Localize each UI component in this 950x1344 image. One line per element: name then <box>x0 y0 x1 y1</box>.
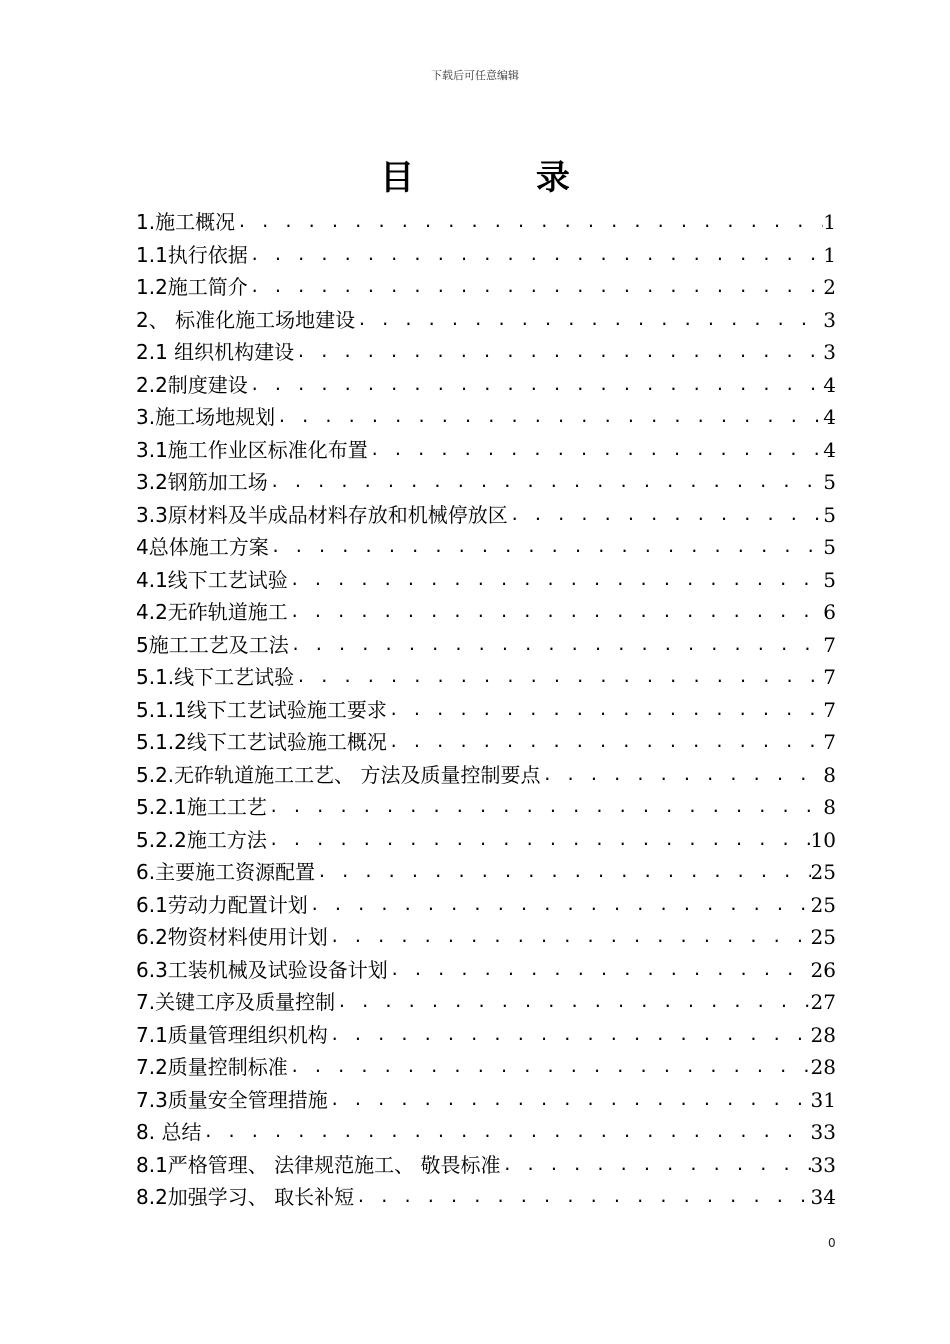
toc-entry-label: 6.主要施工资源配置 <box>136 860 316 884</box>
toc-entry-label: 7.2质量控制标准 <box>136 1055 288 1079</box>
toc-entry-label: 5.1.线下工艺试验 <box>136 665 295 689</box>
toc-entry-label: 6.1劳动力配置计划 <box>136 892 308 917</box>
toc-entry[interactable] <box>136 336 836 369</box>
toc-entry-label: 1.2施工简介 <box>136 275 248 299</box>
toc-entry-page: 1 <box>823 242 836 267</box>
toc-entry-page: 2 <box>823 275 836 299</box>
toc-dot-leader <box>387 694 823 727</box>
toc-entry-label: 7.3质量安全管理措施 <box>136 1087 328 1112</box>
toc-entry[interactable] <box>136 986 836 1019</box>
toc-dot-leader <box>328 921 811 954</box>
toc-entry-label: 3.2钢筋加工场 <box>136 470 268 494</box>
toc-entry[interactable] <box>136 824 836 857</box>
toc-entry-page: 7 <box>823 697 836 722</box>
toc-entry-label: 2.1 组织机构建设 <box>136 340 295 364</box>
toc-entry-page: 4 <box>823 437 836 462</box>
toc-entry-page: 7 <box>823 730 836 754</box>
toc-entry-page: 5 <box>823 470 836 494</box>
toc-dot-leader <box>508 499 823 532</box>
toc-entry-label: 6.2物资材料使用计划 <box>136 925 328 949</box>
toc-entry[interactable] <box>136 304 836 337</box>
toc-entry[interactable] <box>136 889 836 922</box>
toc-entry[interactable] <box>136 759 836 792</box>
toc-dot-leader <box>289 629 824 662</box>
toc-entry[interactable] <box>136 499 836 532</box>
toc-entry[interactable] <box>136 401 836 434</box>
toc-entry-label: 8. 总结 <box>136 1120 202 1144</box>
toc-dot-leader <box>248 239 823 272</box>
toc-entry-page: 8 <box>823 795 836 819</box>
toc-entry-page: 4 <box>823 372 836 397</box>
toc-entry[interactable] <box>136 531 836 564</box>
toc-entry-label: 5.1.1线下工艺试验施工要求 <box>136 697 387 722</box>
toc-entry-page: 31 <box>810 1087 836 1112</box>
toc-entry-page: 1 <box>823 210 836 234</box>
page-title: 目 录 <box>380 158 625 198</box>
toc-entry-label: 7.1质量管理组织机构 <box>136 1022 328 1047</box>
toc-entry-label: 1.施工概况 <box>136 210 236 234</box>
toc-entry-label: 2、 标准化施工场地建设 <box>136 307 356 332</box>
toc-entry-label: 5.1.2线下工艺试验施工概况 <box>136 730 387 754</box>
toc-entry-label: 4.2无砟轨道施工 <box>136 600 288 624</box>
toc-entry-label: 5施工工艺及工法 <box>136 632 289 657</box>
toc-dot-leader <box>308 889 811 922</box>
toc-entry[interactable] <box>136 271 836 304</box>
toc-dot-leader <box>288 564 823 597</box>
toc-dot-leader <box>328 1084 811 1117</box>
toc-entry-label: 8.1严格管理、 法律规范施工、 敬畏标准 <box>136 1152 501 1177</box>
toc-entry[interactable] <box>136 1116 836 1149</box>
toc-dot-leader <box>201 1116 810 1149</box>
toc-entry-page: 33 <box>810 1120 836 1144</box>
toc-entry-label: 4.1线下工艺试验 <box>136 567 288 592</box>
toc-entry-page: 6 <box>823 600 836 624</box>
toc-entry[interactable] <box>136 856 836 889</box>
toc-entry-page: 27 <box>810 990 836 1014</box>
toc-dot-leader <box>501 1149 811 1182</box>
toc-entry-label: 5.2.1施工工艺 <box>136 795 267 819</box>
toc-dot-leader <box>248 271 823 304</box>
toc-dot-leader <box>355 304 823 337</box>
toc-entry[interactable] <box>136 1051 836 1084</box>
toc-dot-leader <box>275 401 823 434</box>
toc-dot-leader <box>368 434 823 467</box>
toc-entry-label: 3.1施工作业区标准化布置 <box>136 437 368 462</box>
toc-dot-leader <box>541 759 824 792</box>
toc-dot-leader <box>335 986 810 1019</box>
toc-entry-page: 5 <box>823 502 836 527</box>
toc-entry-page: 33 <box>810 1152 836 1177</box>
toc-entry[interactable] <box>136 629 836 662</box>
toc-entry[interactable] <box>136 791 836 824</box>
toc-entry-label: 3.施工场地规划 <box>136 405 276 429</box>
toc-dot-leader <box>388 954 811 987</box>
toc-dot-leader <box>354 1181 810 1214</box>
toc-dot-leader <box>328 1019 811 1052</box>
toc-entry-page: 7 <box>823 632 836 657</box>
toc-entry[interactable] <box>136 1149 836 1182</box>
page-number: 0 <box>828 1236 836 1250</box>
toc-entry[interactable] <box>136 661 836 694</box>
toc-entry-page: 3 <box>823 340 836 364</box>
toc-entry[interactable] <box>136 564 836 597</box>
toc-entry-label: 8.2加强学习、 取长补短 <box>136 1185 355 1209</box>
toc-entry[interactable] <box>136 466 836 499</box>
toc-entry-label: 3.3原材料及半成品材料存放和机械停放区 <box>136 502 508 527</box>
toc-entry-label: 5.2.2施工方法 <box>136 827 267 852</box>
toc-entry-page: 10 <box>810 827 836 852</box>
toc-entry-label: 6.3工装机械及试验设备计划 <box>136 957 388 982</box>
toc-entry[interactable] <box>136 434 836 467</box>
toc-entry[interactable] <box>136 1181 836 1214</box>
toc-entry-label: 5.2.无砟轨道施工工艺、 方法及质量控制要点 <box>136 762 541 787</box>
toc-entry-label: 7.关键工序及质量控制 <box>136 990 336 1014</box>
toc-entry-page: 3 <box>823 307 836 332</box>
toc-entry-page: 34 <box>810 1185 836 1209</box>
toc-entry-page: 25 <box>810 860 836 884</box>
toc-entry-page: 4 <box>823 405 836 429</box>
toc-entry-label: 1.1执行依据 <box>136 242 248 267</box>
toc-dot-leader <box>248 369 823 402</box>
toc-entry[interactable] <box>136 726 836 759</box>
toc-entry[interactable] <box>136 596 836 629</box>
toc-entry[interactable] <box>136 1019 836 1052</box>
toc-dot-leader <box>288 596 823 629</box>
toc-dot-leader <box>269 531 824 564</box>
toc-entry-page: 8 <box>823 762 836 787</box>
toc-dot-leader <box>267 791 823 824</box>
toc-entry-page: 5 <box>823 567 836 592</box>
table-of-contents <box>136 206 836 1214</box>
toc-dot-leader <box>294 661 823 694</box>
toc-dot-leader <box>294 336 823 369</box>
toc-entry[interactable] <box>136 369 836 402</box>
toc-entry-label: 2.2制度建设 <box>136 372 248 397</box>
toc-entry-page: 28 <box>810 1055 836 1079</box>
toc-dot-leader <box>315 856 810 889</box>
toc-dot-leader <box>387 726 823 759</box>
toc-dot-leader <box>288 1051 811 1084</box>
toc-dot-leader <box>268 466 823 499</box>
toc-entry-label: 4总体施工方案 <box>136 535 269 559</box>
toc-entry-page: 25 <box>810 925 836 949</box>
header-note: 下载后可任意编辑 <box>431 69 519 82</box>
toc-dot-leader <box>267 824 811 857</box>
toc-entry-page: 7 <box>823 665 836 689</box>
toc-entry[interactable] <box>136 1084 836 1117</box>
toc-entry[interactable] <box>136 694 836 727</box>
toc-entry[interactable] <box>136 206 836 239</box>
toc-entry-page: 25 <box>810 892 836 917</box>
toc-entry[interactable] <box>136 921 836 954</box>
toc-entry-page: 28 <box>810 1022 836 1047</box>
toc-entry[interactable] <box>136 954 836 987</box>
toc-entry-page: 5 <box>823 535 836 559</box>
toc-entry[interactable] <box>136 239 836 272</box>
toc-dot-leader <box>235 206 823 239</box>
toc-entry-page: 26 <box>810 957 836 982</box>
